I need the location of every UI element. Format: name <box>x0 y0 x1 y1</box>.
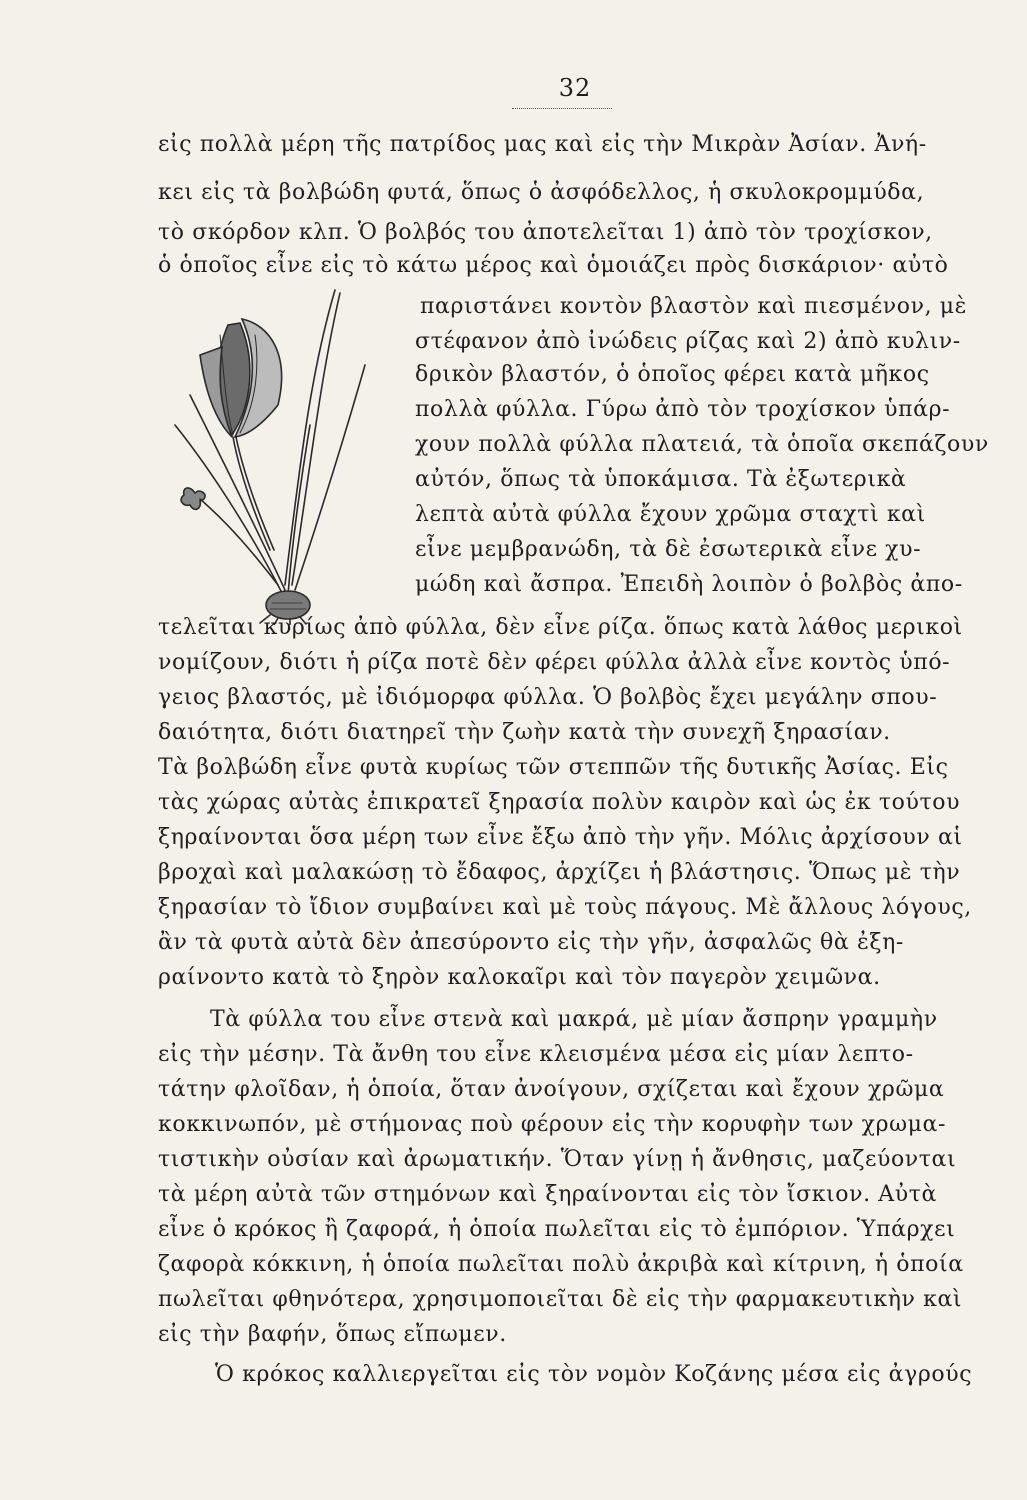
text-line: ζαφορὰ κόκκινη, ἡ ὁποία πωλεῖται πολὺ ἀκριβὰ καὶ κίτρινη, ἡ ὁποία <box>158 1252 964 1277</box>
text-line: εἰς τὴν βαφήν, ὅπως εἴπωμεν. <box>158 1322 507 1347</box>
text-line: πωλεῖται φθηνότερα, χρησιμοποιεῖται δὲ εἰς τὴν φαρμακευτικὴν καὶ <box>158 1287 963 1312</box>
text-line: δαιότητα, διότι διατηρεῖ τὴν ζωὴν κατὰ τὴν συνεχῆ ξηρασίαν. <box>158 720 891 745</box>
text-line: τελεῖται κυρίως ἀπὸ φύλλα, δὲν εἶνε ρίζα. ὅπως κατὰ λάθος μερικοὶ <box>158 615 963 640</box>
text-line: τὸ σκόρδον κλπ. Ὁ βολβός του ἀποτελεῖται 1) ἀπὸ τὸν τροχίσκον, <box>158 220 933 245</box>
crocus-flower-illustration-icon <box>160 285 405 625</box>
text-line: τὰς χώρας αὐτὰς ἐπικρατεῖ ξηρασία πολὺν καιρὸν καὶ ὡς ἐκ τούτου <box>158 790 961 815</box>
text-line: εἶνε μεμβρανώδη, τὰ δὲ ἐσωτερικὰ εἶνε χυ- <box>415 537 922 562</box>
text-line: ὁ ὁποῖος εἶνε εἰς τὸ κάτω μέρος καὶ ὁμοιάζει πρὸς δισκάριον· αὐτὸ <box>158 253 949 278</box>
text-line: ἂν τὰ φυτὰ αὐτὰ δὲν ἀπεσύροντο εἰς τὴν γῆν, ἀσφαλῶς θὰ ἐξη- <box>158 930 904 955</box>
text-line: δρικὸν βλαστόν, ὁ ὁποῖος φέρει κατὰ μῆκος <box>415 362 930 387</box>
text-line: εἰς πολλὰ μέρη τῆς πατρίδος μας καὶ εἰς τὴν Μικρὰν Ἀσίαν. Ἀνή- <box>158 132 927 157</box>
text-line: αὐτόν, ὅπως τὰ ὑποκάμισα. Τὰ ἐξωτερικὰ <box>415 467 907 492</box>
text-line: εἰς τὴν μέσην. Τὰ ἄνθη του εἶνε κλεισμένα μέσα εἰς μίαν λεπτο- <box>158 1042 914 1067</box>
text-line: Τὰ βολβώδη εἶνε φυτὰ κυρίως τῶν στεππῶν τῆς δυτικῆς Ἀσίας. Εἰς <box>158 755 949 780</box>
page-number-rule <box>512 108 612 109</box>
text-line: νομίζουν, διότι ἡ ρίζα ποτὲ δὲν φέρει φύλλα ἀλλὰ εἶνε κοντὸς ὑπό- <box>158 650 951 675</box>
text-line: βροχαὶ καὶ μαλακώσῃ τὸ ἔδαφος, ἀρχίζει ἡ βλάστησις. Ὅπως μὲ τὴν <box>158 860 961 885</box>
text-line: τὰ μέρη αὐτὰ τῶν στημόνων καὶ ξηραίνονται εἰς τὸν ἴσκιον. Αὐτὰ <box>158 1182 937 1207</box>
text-line: κει εἰς τὰ βολβώδη φυτά, ὅπως ὁ ἀσφόδελλος, ἡ σκυλοκρομμύδα, <box>158 180 925 205</box>
page-number: 32 <box>558 74 592 102</box>
text-line: λεπτὰ αὐτὰ φύλλα ἔχουν χρῶμα σταχτὶ καὶ <box>415 502 926 527</box>
text-line: παριστάνει κοντὸν βλαστὸν καὶ πιεσμένον, μὲ <box>420 294 968 319</box>
text-line: ξηραίνονται ὅσα μέρη των εἶνε ἔξω ἀπὸ τὴν γῆν. Μόλις ἀρχίσουν αἱ <box>158 825 963 850</box>
text-line: τιστικὴν οὐσίαν καὶ ἀρωματικήν. Ὅταν γίνῃ ἡ ἄνθησις, μαζεύονται <box>158 1147 957 1172</box>
text-line: χουν πολλὰ φύλλα πλατειά, τὰ ὁποῖα σκεπάζουν <box>415 432 989 457</box>
text-line: εἶνε ὁ κρόκος ἢ ζαφορά, ἡ ὁποία πωλεῖται εἰς τὸ ἐμπόριον. Ὑπάρχει <box>158 1217 956 1242</box>
text-line: κοκκινωπόν, μὲ στήμονας ποὺ φέρουν εἰς τὴν κορυφὴν των χρωμα- <box>158 1112 947 1137</box>
text-line: πολλὰ φύλλα. Γύρω ἀπὸ τὸν τροχίσκον ὑπάρ- <box>415 397 951 422</box>
text-line: μώδη καὶ ἄσπρα. Ἐπειδὴ λοιπὸν ὁ βολβὸς ἀπο- <box>415 572 963 597</box>
text-line: ραίνοντο κατὰ τὸ ξηρὸν καλοκαῖρι καὶ τὸν παγερὸν χειμῶνα. <box>158 965 881 990</box>
text-line: στέφανον ἀπὸ ἰνώδεις ρίζας καὶ 2) ἀπὸ κυλιν- <box>415 329 961 354</box>
text-line: Τὰ φύλλα του εἶνε στενὰ καὶ μακρά, μὲ μίαν ἄσπρην γραμμὴν <box>210 1007 938 1032</box>
text-line: γειος βλαστός, μὲ ἰδιόμορφα φύλλα. Ὁ βολβὸς ἔχει μεγάλην σπου- <box>158 685 938 710</box>
text-line: ξηρασίαν τὸ ἴδιον συμβαίνει καὶ μὲ τοὺς πάγους. Μὲ ἄλλους λόγους, <box>158 895 972 920</box>
text-line: Ὁ κρόκος καλλιεργεῖται εἰς τὸν νομὸν Κοζάνης μέσα εἰς ἀγρούς <box>215 1362 973 1387</box>
text-line: τάτην φλοῖδαν, ἡ ὁποία, ὅταν ἀνοίγουν, σχίζεται καὶ ἔχουν χρῶμα <box>158 1077 945 1102</box>
